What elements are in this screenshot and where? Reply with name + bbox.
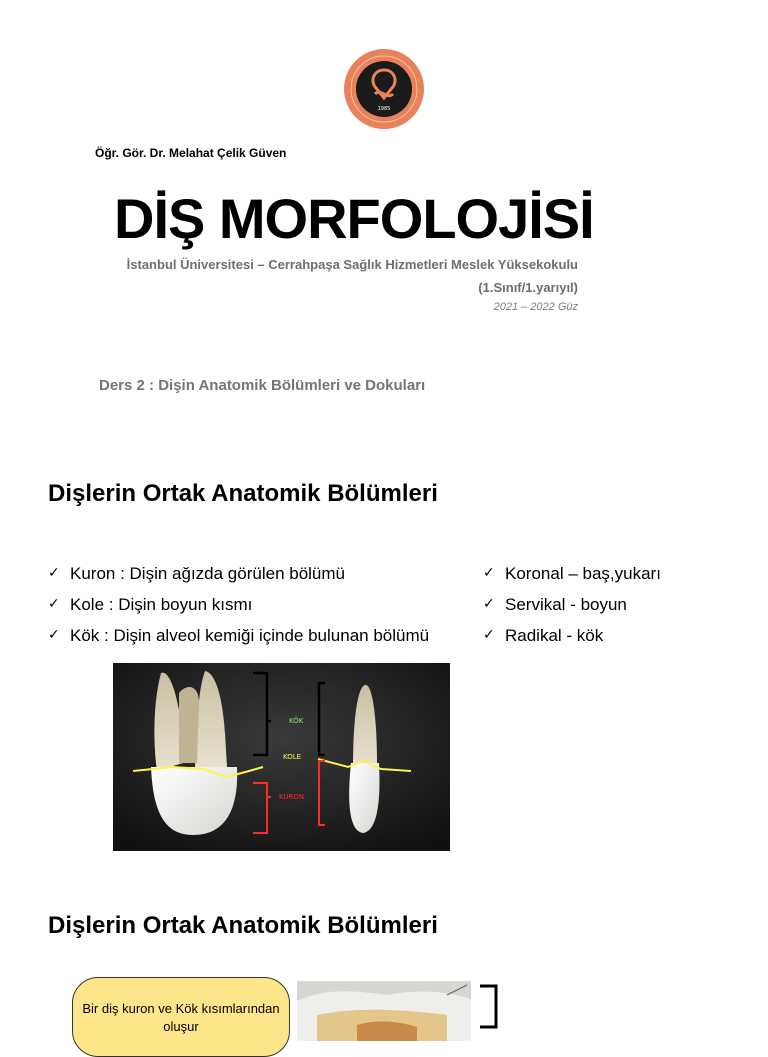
institution-name: İstanbul Üniversitesi – Cerrahpaşa Sağlık Hizmetleri Meslek Yüksekokulu: [126, 257, 578, 272]
university-logo: [343, 48, 425, 130]
checkmark-icon: ✓: [483, 626, 495, 642]
callout-text: Bir diş kuron ve Kök kısımlarından oluşur: [82, 1001, 280, 1034]
checkmark-icon: ✓: [483, 564, 495, 580]
tooth-cross-section-figure: [297, 981, 471, 1041]
list-item: ✓ Kole : Dişin boyun kısmı: [48, 594, 429, 625]
neck-label: KOLE: [283, 753, 302, 761]
list-item: ✓ Radikal - kök: [483, 625, 661, 656]
section-title: Dişlerin Ortak Anatomik Bölümleri: [48, 480, 438, 507]
checkmark-icon: ✓: [48, 564, 60, 580]
callout-box: [72, 977, 290, 1057]
crown-label: KURON: [279, 793, 305, 801]
lesson-title: Ders 2 : Dişin Anatomik Bölümleri ve Dokuları: [99, 377, 426, 394]
list-item: ✓ Kuron : Dişin ağızda görülen bölümü: [48, 563, 429, 594]
root-label: KÖK: [289, 717, 304, 725]
logo-year: 1985: [377, 106, 391, 112]
page-title: DİŞ MORFOLOJİSİ: [114, 187, 594, 250]
checkmark-icon: ✓: [483, 595, 495, 611]
term-label: 2021 – 2022 Güz: [493, 301, 578, 313]
tooth-anatomy-figure: [113, 663, 450, 851]
author-name: Öğr. Gör. Dr. Melahat Çelik Güven: [95, 146, 287, 160]
bracket-icon: [478, 984, 502, 1029]
list-item: ✓ Servikal - boyun: [483, 594, 661, 625]
checkmark-icon: ✓: [48, 626, 60, 642]
direction-terms-list: [483, 563, 661, 656]
anatomy-parts-list: [48, 563, 429, 656]
list-item: ✓ Koronal – baş,yukarı: [483, 563, 661, 594]
list-item: ✓ Kök : Dişin alveol kemiği içinde bulunan bölümü: [48, 625, 429, 656]
checkmark-icon: ✓: [48, 595, 60, 611]
class-info: (1.Sınıf/1.yarıyıl): [478, 280, 578, 295]
section-title: Dişlerin Ortak Anatomik Bölümleri: [48, 912, 438, 939]
